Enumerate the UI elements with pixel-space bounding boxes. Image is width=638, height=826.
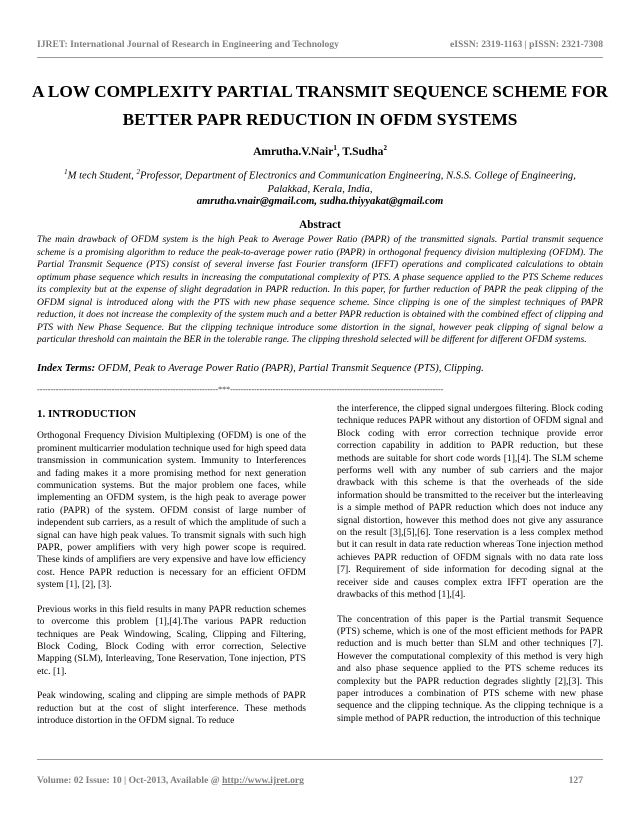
title-line-2: BETTER PAPR REDUCTION IN OFDM SYSTEMS: [122, 110, 518, 129]
index-terms: [37, 363, 603, 374]
volume-info: Volume: 02 Issue: 10 | Oct-2013, Available @: [37, 775, 223, 786]
journal-link[interactable]: http://www.ijret.org: [222, 775, 304, 786]
paragraph: The concentration of this paper is the Partial transmit Sequence (PTS) scheme, which is one of the most efficient methods for PAPR reduction and is much better than SLM and other techniques [7]. However the computational complexity of this method is very high and also phase sequence applied to the PTS scheme reduces its complexity but the PAPR reduction degrades slightly [2],[3]. This paper introduces a combination of PTS scheme with new phase sequence and the clipping technique. As the clipping technique is a simple method of PAPR reduction, the introduction of this technique: [337, 613, 603, 724]
abstract-heading: Abstract: [299, 219, 341, 231]
index-terms-text: OFDM, Peak to Average Power Ratio (PAPR), Partial Transmit Sequence (PTS), Clipping.: [95, 363, 484, 374]
running-footer: [37, 775, 603, 786]
header-divider: [37, 57, 603, 58]
paper-title: [30, 78, 610, 134]
affil-part-1: M tech Student,: [67, 170, 137, 182]
issn-info: eISSN: 2319-1163 | pISSN: 2321-7308: [450, 39, 603, 50]
affiliation: [37, 166, 603, 196]
index-terms-label: Index Terms:: [37, 363, 96, 374]
running-header: [37, 39, 603, 50]
section-separator: --------------------------------------------------------------------***--------------------------------------------------------------------------------: [37, 385, 444, 394]
right-column: [337, 403, 603, 737]
paragraph: Orthogonal Frequency Division Multiplexing (OFDM) is one of the prominent multicarrier modulation technique used for high speed data transmission in communication system. Immunity to Interferences and fading makes it a more promising method for next generation communication systems. But the major problem one faces, while implementing an OFDM system, is the high peak to average power ratio (PAPR) of the system. OFDM consist of large number of independent sub carriers, as a result of which the amplitude of such a signal can have high peak values. To transmit signals with such high PAPR, power amplifiers with very high power scope is required. These kinds of amplifiers are very expensive and have low efficiency cost. Hence PAPR reduction is necessary for an efficient OFDM system [1], [2], [3].: [37, 430, 306, 591]
affil-part-2: Professor, Department of Electronics and Communication Engineering, N.S.S. College of Engineering,: [139, 170, 576, 182]
journal-name: IJRET: International Journal of Research in Engineering and Technology: [37, 39, 339, 50]
author-2: T.Sudha: [342, 145, 384, 158]
author-emails: amrutha.vnair@gmail.com, sudha.thiyyakat@gmail.com: [196, 196, 444, 207]
title-line-1: A LOW COMPLEXITY PARTIAL TRANSMIT SEQUENCE SCHEME FOR: [31, 82, 608, 101]
footer-divider: [37, 759, 603, 760]
author-separator: ,: [336, 145, 343, 158]
page-number: 127: [568, 775, 583, 786]
section-heading-introduction: 1. INTRODUCTION: [37, 408, 137, 420]
author-2-sup: 2: [383, 144, 387, 152]
affiliation-line-1: [37, 166, 603, 183]
abstract-text: The main drawback of OFDM system is the high Peak to Average Power Ratio (PAPR) of the transmitted signals. Partial transmit sequence scheme is a promising algorithm to reduce the peak-to-average power ratio (PAPR) in orthogonal frequency division multiplexing (OFDM). The Partial Transmit Sequence (PTS) consist of several inverse fast Fourier transform (IFFT) operations and complicated calculations to obtain optimum phase sequence which results in increasing the computational complexity of PTS. A phase sequence applied to the PTS Scheme reduces its complexity but at the expense of slight degradation in PAPR reduction. In this paper, for further reduction of PAPR the peak clipping of the OFDM signal is introduced along with the PTS with new phase sequence scheme. Since clipping is one of the simplest techniques of PAPR reduction, it does not increase the complexity of the system much and a better PAPR reduction is obtained with the combined effect of clipping and PTS with New Phase Sequence. But the clipping technique introduce some distortion in the signal, however peak clipping of signal below a particular threshold can maintain the BER in the tolerable range. The clipping threshold selected will be different for different OFDM systems.: [37, 234, 603, 345]
affiliation-line-2: Palakkad, Kerala, India,: [267, 183, 373, 195]
paragraph: the interference, the clipped signal undergoes filtering. Block coding technique reduces PAPR without any distortion of OFDM signal and Block coding with error correction technique provide error correction capability in addition to PAPR reduction, but these methods are suitable for short code words [1],[4]. The SLM scheme performs well with any number of sub carriers and the major drawback with this scheme is that the overheads of the side information should be transmitted to the receiver but the interleaving is a simple method of PAPR reduction which does not induce any signal distortion, however this method does not give any assurance on the result [3],[5],[6]. Tone reservation is a less complex method but it can result in data rate reduction whereas Tone injection method achieves PAPR reduction of OFDM signals with no data rate loss [7]. Requirement of side information for decoding signal at the receiver side and causes complex extra IFFT operation are the drawbacks of this method [1],[4].: [337, 403, 603, 601]
author-1: Amrutha.V.Nair: [253, 145, 334, 158]
paragraph: Peak windowing, scaling and clipping are simple methods of PAPR reduction but at the cost of slight interference. These methods introduce distortion in the OFDM signal. To reduce: [37, 690, 306, 726]
left-column: [37, 405, 306, 739]
paragraph: Previous works in this field results in many PAPR reduction schemes to overcome this problem [1],[4].The various PAPR reduction techniques are Peak Windowing, Scaling, Clipping and Filtering, Block Coding, Block Coding with error correction, Selective Mapping (SLM), Interleaving, Tone Reservation, Tone injection, PTS etc. [1].: [37, 603, 306, 677]
affil-sup-2: 2: [136, 168, 140, 176]
authors: [37, 144, 603, 158]
author-1-sup: 1: [333, 144, 337, 152]
affil-sup-1: 1: [64, 168, 68, 176]
